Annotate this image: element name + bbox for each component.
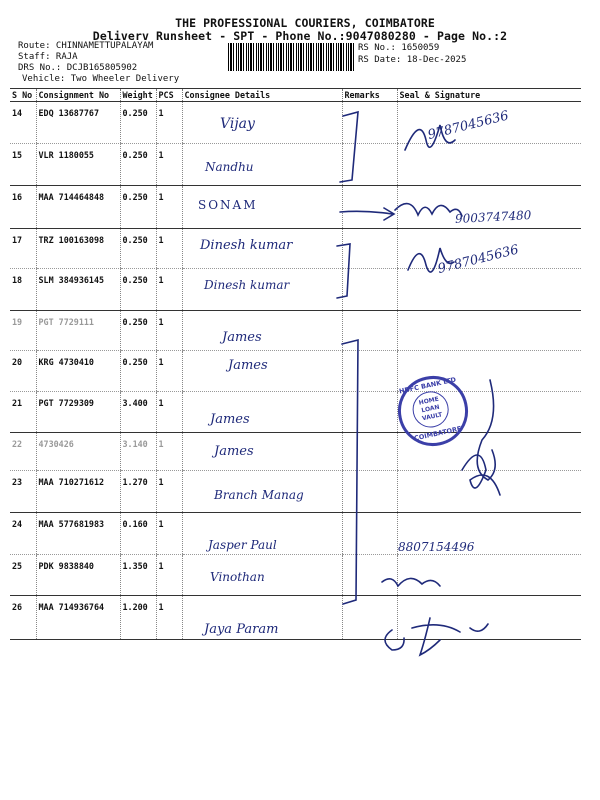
row-weight: 3.400 (120, 392, 156, 433)
handwritten-name: Jaya Param (204, 622, 279, 637)
handwritten-phone: 8807154496 (398, 540, 475, 554)
row-weight: 0.250 (120, 102, 156, 144)
stamp-top-text: HDFC BANK LTD (398, 375, 457, 396)
handwritten-name: SONAM (198, 198, 258, 212)
row-sno: 22 (10, 433, 36, 471)
stamp-line: VAULT (421, 411, 443, 423)
row-weight: 0.250 (120, 144, 156, 186)
handwritten-phone: 9003747480 (454, 208, 532, 226)
handwritten-name: James (228, 358, 268, 373)
row-consignment: 4730426 (36, 433, 120, 471)
row-consignment: VLR 1180055 (36, 144, 120, 186)
row-weight: 0.250 (120, 269, 156, 311)
signature-mark (408, 248, 454, 272)
drs-number: DRS No.: DCJB165805902 (18, 63, 138, 73)
signature-mark (477, 380, 495, 480)
handwritten-name: Vinothan (210, 570, 265, 584)
rs-number: RS No.: 1650059 (358, 43, 440, 53)
row-pcs: 1 (156, 351, 182, 392)
row-pcs: 1 (156, 596, 182, 640)
row-weight: 3.140 (120, 433, 156, 471)
row-consignment: MAA 577681983 (36, 513, 120, 555)
remarks-bracket (337, 244, 350, 298)
row-sno: 23 (10, 471, 36, 513)
row-consignment: MAA 714936764 (36, 596, 120, 640)
remarks-bracket (342, 340, 358, 604)
row-weight: 1.200 (120, 596, 156, 640)
row-consignment: EDQ 13687767 (36, 102, 120, 144)
row-weight: 0.250 (120, 186, 156, 229)
row-sno: 20 (10, 351, 36, 392)
signature-mark (405, 125, 455, 150)
arrow-mark (340, 208, 394, 220)
row-sno: 26 (10, 596, 36, 640)
row-pcs: 1 (156, 144, 182, 186)
row-pcs: 1 (156, 102, 182, 144)
row-sno: 21 (10, 392, 36, 433)
col-seal: Seal & Signature (397, 89, 581, 102)
stamp-line: LOAN (420, 403, 441, 415)
row-weight: 0.160 (120, 513, 156, 555)
row-consignment: PDK 9838840 (36, 555, 120, 596)
row-weight: 0.250 (120, 311, 156, 351)
rs-date: RS Date: 18-Dec-2025 (358, 55, 467, 65)
handwritten-name: Dinesh kumar (200, 238, 293, 253)
handwritten-name: James (222, 330, 262, 345)
row-pcs: 1 (156, 186, 182, 229)
row-consignment: PGT 7729111 (36, 311, 120, 351)
row-consignment: MAA 714464848 (36, 186, 120, 229)
handwritten-name: Branch Manag (214, 488, 304, 502)
row-weight: 0.250 (120, 229, 156, 269)
col-pcs: PCS (156, 89, 182, 102)
handwritten-phone: 9787045636 (426, 108, 511, 143)
remarks-bracket (340, 112, 358, 182)
signature-mark (382, 578, 440, 586)
signature-mark (395, 204, 462, 216)
handwritten-phone: 9787045636 (436, 242, 521, 277)
handwritten-name: James (210, 412, 250, 427)
row-sno: 15 (10, 144, 36, 186)
row-weight: 1.270 (120, 471, 156, 513)
row-pcs: 1 (156, 229, 182, 269)
row-consignment: MAA 710271612 (36, 471, 120, 513)
row-sno: 24 (10, 513, 36, 555)
row-sno: 19 (10, 311, 36, 351)
signature-mark (385, 618, 488, 655)
row-pcs: 1 (156, 471, 182, 513)
row-weight: 0.250 (120, 351, 156, 392)
row-sno: 17 (10, 229, 36, 269)
row-weight: 1.350 (120, 555, 156, 596)
handwritten-name: Vijay (220, 116, 255, 132)
col-consignment: Consignment No (36, 89, 120, 102)
row-pcs: 1 (156, 311, 182, 351)
vehicle-label: Vehicle: Two Wheeler Delivery (22, 74, 180, 84)
row-consignment: SLM 384936145 (36, 269, 120, 311)
handwritten-name: Jasper Paul (208, 538, 277, 552)
route-label: Route: CHINNAMETTUPALAYAM (18, 41, 154, 51)
stamp-bottom-text: COIMBATORE (413, 424, 463, 443)
row-pcs: 1 (156, 392, 182, 433)
row-consignment: PGT 7729309 (36, 392, 120, 433)
col-remarks: Remarks (342, 89, 397, 102)
handwritten-name: Nandhu (205, 160, 254, 174)
runsheet-subtitle: Deliverv Runsheet - SPT - Phone No.:9047080280 - Page No.:2 (92, 29, 508, 43)
row-pcs: 1 (156, 513, 182, 555)
row-sno: 25 (10, 555, 36, 596)
staff-label: Staff: RAJA (18, 52, 78, 62)
company-title: THE PROFESSIONAL COURIERS, COIMBATORE (175, 16, 435, 30)
handwritten-name: James (214, 444, 254, 459)
row-pcs: 1 (156, 555, 182, 596)
row-pcs: 1 (156, 269, 182, 311)
row-sno: 16 (10, 186, 36, 229)
row-sno: 18 (10, 269, 36, 311)
col-sno: S No (10, 89, 36, 102)
col-consignee: Consignee Details (182, 89, 342, 102)
row-pcs: 1 (156, 433, 182, 471)
handwritten-name: Dinesh kumar (204, 278, 290, 292)
row-sno: 14 (10, 102, 36, 144)
stamp-line: HOME (418, 395, 440, 407)
row-consignment: KRG 4730410 (36, 351, 120, 392)
col-weight: Weight (120, 89, 156, 102)
row-consignment: TRZ 100163098 (36, 229, 120, 269)
